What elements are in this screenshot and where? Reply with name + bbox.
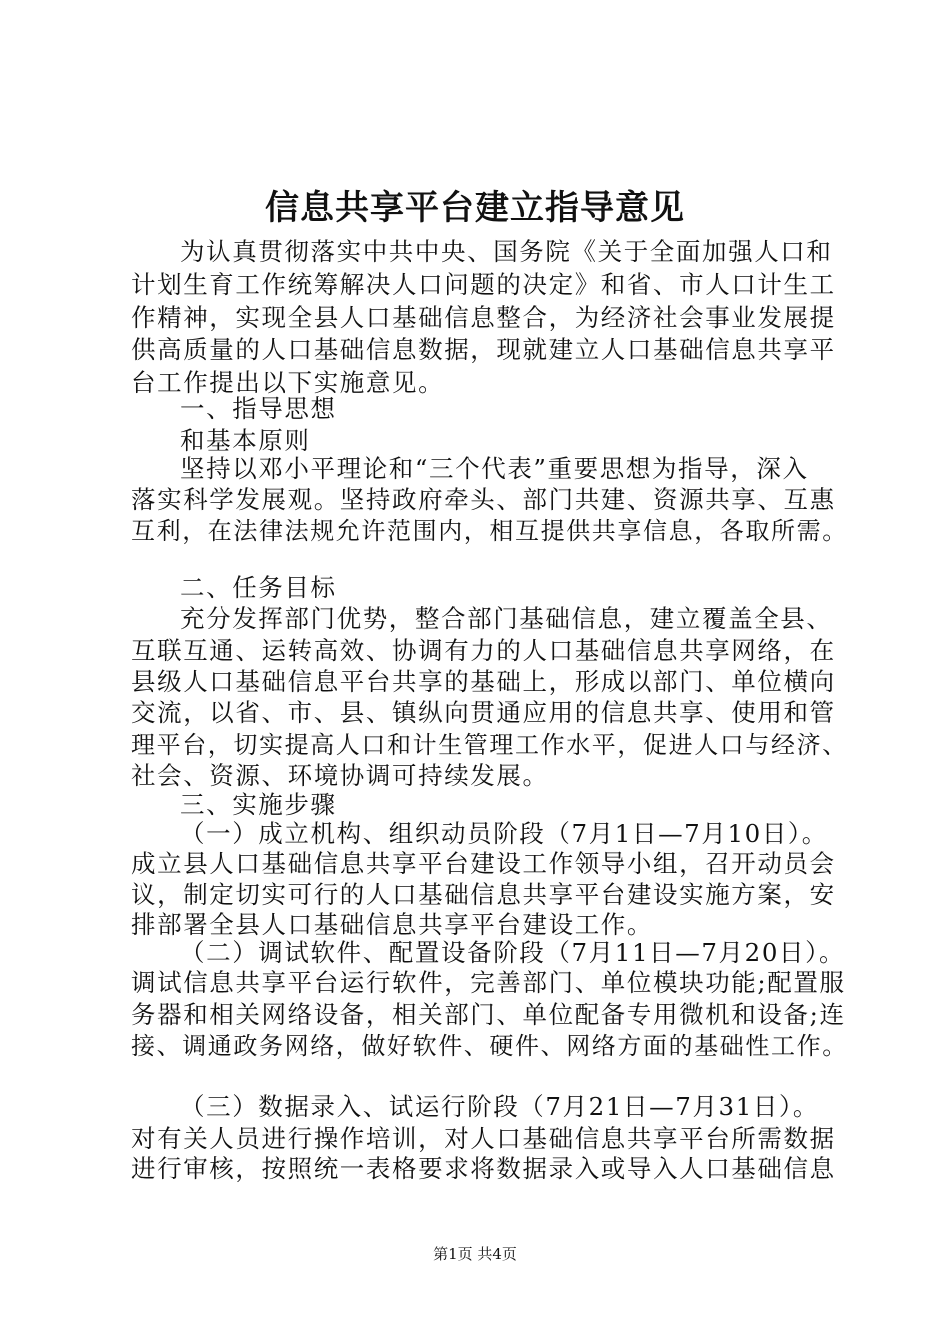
paragraph-line: 进行审核，按照统一表格要求将数据录入或导入人口基础信息 [131, 1154, 836, 1183]
paragraph-line: 成立县人口基础信息共享平台建设工作领导小组，召开动员会 [131, 849, 836, 878]
paragraph-line: 议，制定切实可行的人口基础信息共享平台建设实施方案，安 [131, 880, 836, 909]
paragraph-line: 理平台，切实提高人口和计生管理工作水平，促进人口与经济、 [131, 731, 848, 759]
section-heading: 一、指导思想 [180, 394, 337, 423]
paragraph-line: 为认真贯彻落实中共中央、国务院《关于全面加强人口和 [180, 237, 833, 266]
step-heading: （三）数据录入、试运行阶段（7月21日—7月31日）。 [180, 1092, 819, 1121]
paragraph-line: 坚持以邓小平理论和“三个代表”重要思想为指导，深入 [180, 454, 809, 483]
paragraph-line: 务器和相关网络设备，相关部门、单位配备专用微机和设备;连 [131, 1000, 846, 1029]
document-title: 信息共享平台建立指导意见 [265, 188, 685, 228]
paragraph-line: 对有关人员进行操作培训，对人口基础信息共享平台所需数据 [131, 1124, 836, 1153]
section-heading: 二、任务目标 [180, 573, 337, 602]
paragraph-line: 互联互通、运转高效、协调有力的人口基础信息共享网络，在 [131, 636, 836, 665]
paragraph-line: 排部署全县人口基础信息共享平台建设工作。 [131, 910, 653, 939]
paragraph-line: 台工作提出以下实施意见。 [131, 368, 445, 397]
paragraph-line: 调试信息共享平台运行软件，完善部门、单位模块功能;配置服 [131, 968, 846, 997]
paragraph-line: 供高质量的人口基础信息数据，现就建立人口基础信息共享平 [131, 335, 836, 364]
paragraph-line: 计划生育工作统筹解决人口问题的决定》和省、市人口计生工 [131, 270, 836, 299]
paragraph-line: 落实科学发展观。坚持政府牵头、部门共建、资源共享、互惠 [131, 485, 836, 514]
page-footer: 第1页 共4页 [433, 1245, 517, 1263]
section-heading: 三、实施步骤 [180, 790, 337, 819]
step-heading: （一）成立机构、组织动员阶段（7月1日—7月10日）。 [180, 819, 828, 848]
paragraph-line: 社会、资源、环境协调可持续发展。 [131, 761, 549, 790]
section-heading: 和基本原则 [180, 426, 311, 455]
paragraph-line: 互利，在法律法规允许范围内，相互提供共享信息，各取所需。 [131, 517, 848, 545]
paragraph-line: 作精神，实现全县人口基础信息整合，为经济社会事业发展提 [131, 303, 836, 332]
paragraph-line: 县级人口基础信息平台共享的基础上，形成以部门、单位横向 [131, 667, 836, 696]
step-heading: （二）调试软件、配置设备阶段（7月11日—7月20日）。 [180, 938, 846, 967]
paragraph-line: 充分发挥部门优势，整合部门基础信息，建立覆盖全县、 [180, 604, 833, 633]
paragraph-line: 接、调通政务网络，做好软件、硬件、网络方面的基础性工作。 [131, 1032, 848, 1060]
paragraph-line: 交流，以省、市、县、镇纵向贯通应用的信息共享、使用和管 [131, 698, 836, 727]
